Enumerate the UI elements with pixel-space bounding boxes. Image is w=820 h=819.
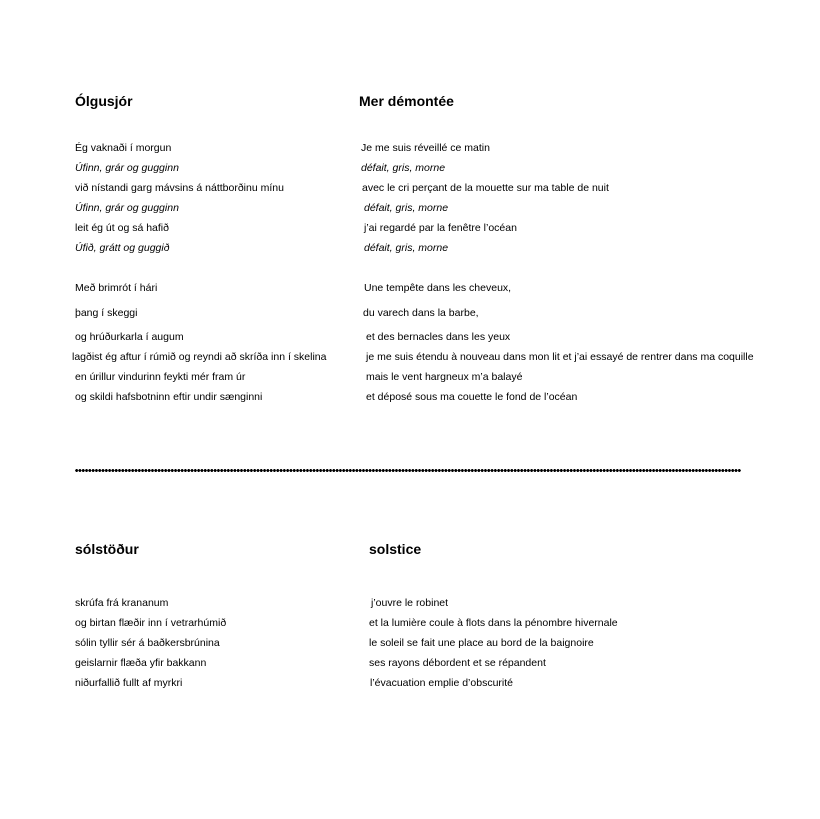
poem2-fr-line: et la lumière coule à flots dans la pénombre hivernale xyxy=(369,617,618,629)
poem1-fr-line: défait, gris, morne xyxy=(361,162,446,174)
poem1-is-line: lagðist ég aftur í rúmið og reyndi að skríða inn í skelina xyxy=(72,351,327,363)
poem1-is-line: Úfinn, grár og gugginn xyxy=(75,202,179,214)
poem1-is-line: Úfið, grátt og guggið xyxy=(75,242,170,254)
poem1-is-line: þang í skeggi xyxy=(75,307,138,319)
poem1-is-line: og hrúðurkarla í augum xyxy=(75,331,184,343)
poem1-fr-line: avec le cri perçant de la mouette sur ma table de nuit xyxy=(362,182,609,194)
poem1-fr-line: mais le vent hargneux m’a balayé xyxy=(366,371,523,383)
poem2-is-line: skrúfa frá krananum xyxy=(75,597,169,609)
poem1-is-line: Ég vaknaði í morgun xyxy=(75,142,172,154)
dotted-divider xyxy=(75,468,741,473)
poem1-fr-line: et des bernacles dans les yeux xyxy=(366,331,511,343)
poem1-is-line: leit ég út og sá hafið xyxy=(75,222,169,234)
poem1-fr-line: et déposé sous ma couette le fond de l’océan xyxy=(366,391,578,403)
poem1-is-line: Úfinn, grár og gugginn xyxy=(75,162,179,174)
poem1-title-icelandic: Ólgusjór xyxy=(75,93,133,109)
poem1-is-line: og skildi hafsbotninn eftir undir sænginni xyxy=(75,391,263,403)
poem2-fr-line: ses rayons débordent et se répandent xyxy=(369,657,546,669)
poem2-fr-line: j’ouvre le robinet xyxy=(371,597,449,609)
poem1-fr-line: Je me suis réveillé ce matin xyxy=(361,142,490,154)
poem1-is-line: Með brimrót í hári xyxy=(75,282,158,294)
poem1-fr-line: défait, gris, morne xyxy=(364,242,449,254)
poem1-title-french: Mer démontée xyxy=(359,93,454,109)
poem1-fr-line: du varech dans la barbe, xyxy=(363,307,479,319)
poem2-title-french: solstice xyxy=(369,541,422,557)
poem2-fr-line: l’évacuation emplie d’obscurité xyxy=(370,677,513,689)
poem1-is-line: við nístandi garg mávsins á náttborðinu mínu xyxy=(75,182,284,194)
poem1-fr-line: j’ai regardé par la fenêtre l’océan xyxy=(364,222,517,234)
poem1-fr-line: défait, gris, morne xyxy=(364,202,449,214)
poem2-is-line: geislarnir flæða yfir bakkann xyxy=(75,657,207,669)
poem2-is-line: og birtan flæðir inn í vetrarhúmið xyxy=(75,617,227,629)
poem1-is-line: en úrillur vindurinn feykti mér fram úr xyxy=(75,371,246,383)
poem2-is-line: sólin tyllir sér á baðkersbrúnina xyxy=(75,637,220,649)
poem1-fr-line: Une tempête dans les cheveux, xyxy=(364,282,512,294)
poem1-fr-line: je me suis étendu à nouveau dans mon lit et j’ai essayé de rentrer dans ma coquille xyxy=(366,351,754,363)
poem2-title-icelandic: sólstöður xyxy=(75,541,139,557)
poem2-fr-line: le soleil se fait une place au bord de la baignoire xyxy=(369,637,594,649)
poem2-is-line: niðurfallið fullt af myrkri xyxy=(75,677,183,689)
